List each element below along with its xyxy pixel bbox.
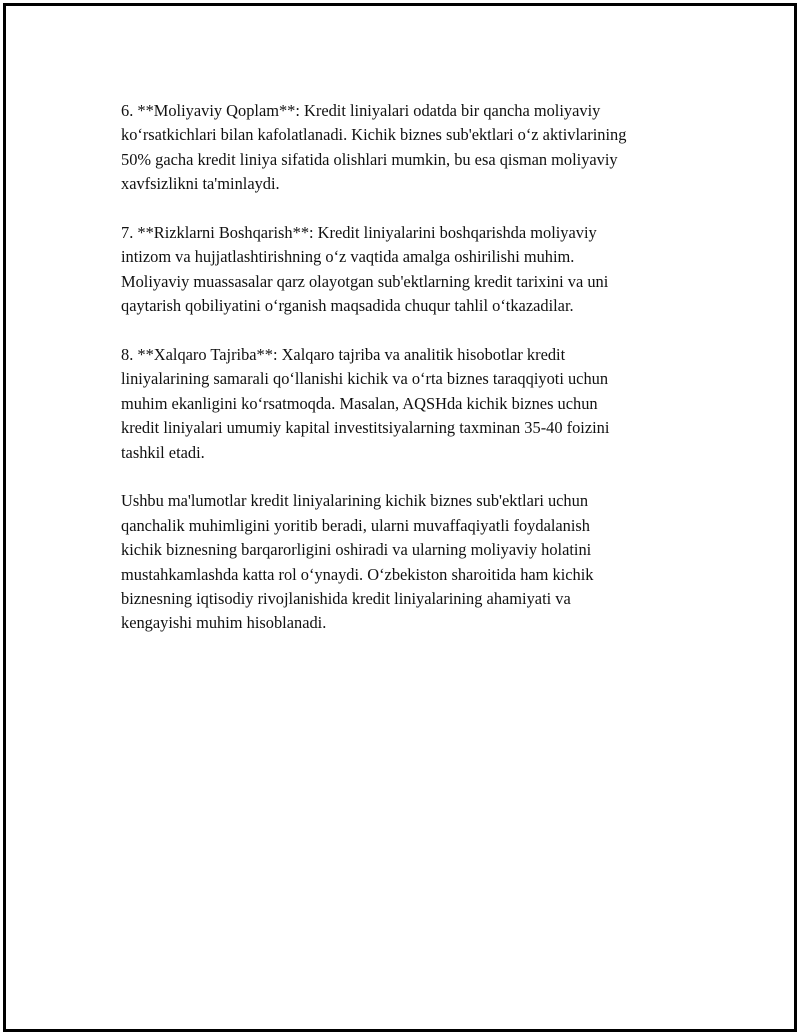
text-line: kichik biznesning barqarorligini oshiradi va ularning moliyaviy holatini — [121, 540, 592, 560]
text-line: 50% gacha kredit liniya sifatida olishlari mumkin, bu esa qisman moliyaviy — [121, 149, 618, 169]
text-line: qanchalik muhimligini yoritib beradi, ularni muvaffaqiyatli foydalanish — [121, 515, 590, 535]
paragraph-moliyaviy-qoplam — [121, 99, 696, 197]
text-line: qaytarish qobiliyatini o‘rganish maqsadida chuqur tahlil o‘tkazadilar. — [121, 296, 574, 316]
text-line: biznesning iqtisodiy rivojlanishida kredit liniyalarining ahamiyati va — [121, 589, 571, 609]
text-line: mustahkamlashda katta rol o‘ynaydi. O‘zbekiston sharoitida ham kichik — [121, 564, 594, 584]
text-line: liniyalarining samarali qo‘llanishi kichik va o‘rta biznes taraqqiyoti uchun — [121, 369, 609, 389]
text-line: Ushbu ma'lumotlar kredit liniyalarining kichik biznes sub'ektlari uchun — [121, 491, 589, 511]
document-body — [121, 99, 696, 660]
text-line: kengayishi muhim hisoblanadi. — [121, 613, 327, 633]
paragraph-conclusion — [121, 489, 696, 635]
text-line: kredit liniyalari umumiy kapital investitsiyalarning taxminan 35-40 foizini — [121, 418, 610, 438]
paragraph-rizklarni-boshqarish — [121, 221, 696, 319]
text-line: 6. **Moliyaviy Qoplam**: Kredit liniyalari odatda bir qancha moliyaviy — [121, 101, 601, 120]
text-line: ko‘rsatkichlari bilan kafolatlanadi. Kichik biznes sub'ektlari o‘z aktivlarining — [121, 125, 627, 145]
text-line: tashkil etadi. — [121, 442, 205, 462]
text-line: 8. **Xalqaro Tajriba**: Xalqaro tajriba va analitik hisobotlar kredit — [121, 345, 566, 365]
text-line: muhim ekanligini ko‘rsatmoqda. Masalan, AQSHda kichik biznes uchun — [121, 393, 598, 413]
text-line: 7. **Rizklarni Boshqarish**: Kredit liniyalarini boshqarishda moliyaviy — [121, 223, 597, 243]
text-line: Moliyaviy muassasalar qarz olayotgan sub'ektlarning kredit tarixini va uni — [121, 271, 609, 291]
text-line: xavfsizlikni ta'minlaydi. — [121, 174, 280, 194]
document-page — [3, 3, 797, 1032]
text-line: intizom va hujjatlashtirishning o‘z vaqtida amalga oshirilishi muhim. — [121, 247, 575, 267]
paragraph-xalqaro-tajriba — [121, 343, 696, 465]
